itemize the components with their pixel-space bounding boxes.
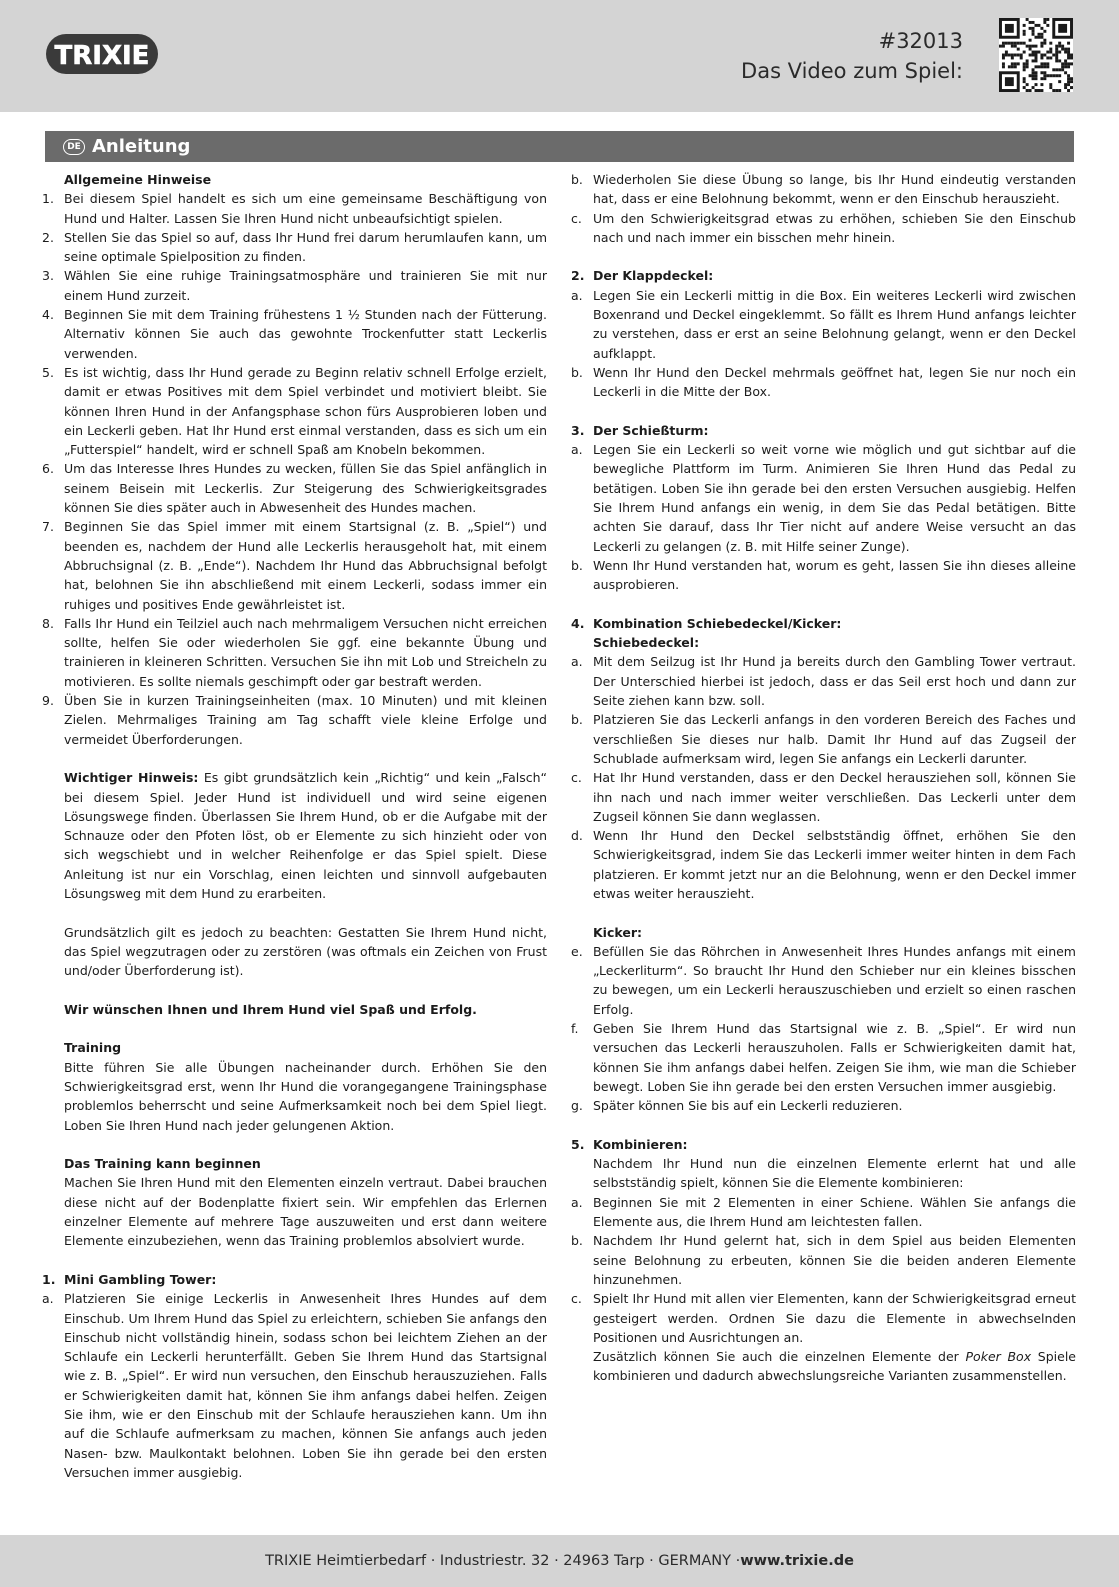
list-text: Es ist wichtig, dass Ihr Hund gerade zu Beginn relativ schnell Erfolge erzielt, damit er etwas Positives mit dem Spiel verbindet und motiviert bleibt. Sie können Ihren Hund in der Anfangsphase schon fürs Ausprobieren loben und ein Leckerli geben. Hat Ihr Hund erst einmal verstanden, dass es sich um ein „Futterspiel“ handelt, wird er schnell Spaß am Knobeln bekommen. [64, 364, 547, 458]
list-text: Wenn Ihr Hund den Deckel mehrmals geöffnet hat, legen Sie nur noch ein Leckerli in die Mitte der Box. [593, 364, 1076, 400]
list-item [571, 826, 1076, 903]
list-text: Nachdem Ihr Hund gelernt hat, sich in dem Spiel aus beiden Elementen seine Belohnung zu erbeuten, können Sie die beiden anderen Elemente hinzunehmen. [593, 1233, 1076, 1287]
list-item [571, 1231, 1076, 1289]
list-item [42, 614, 547, 691]
list-text: Legen Sie ein Leckerli so weit vorne wie möglich und gut sichtbar auf die bewegliche Plattform im Turm. Animieren Sie Ihren Hund das Pedal zu betätigen. Loben Sie ihn gerade bei den ersten Versuchen ausgiebig. Helfen Sie Ihrem Hund anfangs ein wenig, in dem Sie das Pedal betätigen. Bitte achten Sie darauf, dass Ihr Tier nicht auf andere Weise versucht an das Leckerli zu gelangen (z. B. mit Hilfe seiner Zunge). [593, 442, 1076, 554]
list-marker: b. [571, 1233, 583, 1249]
list-item [42, 517, 547, 613]
list-item [42, 363, 547, 459]
list-text: Geben Sie Ihrem Hund das Startsignal wie z. B. „Spiel“. Er wird nun versuchen das Leckerli herauszuholen. Falls er Schwierigkeiten damit hat, können Sie ihm anfangs dabei helfen. Zeigen Sie ihm, wie man die Schieber bewegt. Loben Sie ihn gerade bei den ersten Versuchen immer ausgiebig. [593, 1021, 1076, 1094]
list-item [571, 363, 1076, 402]
list-item [42, 228, 547, 267]
list-marker: c. [571, 1291, 582, 1307]
language-badge: DE [63, 139, 85, 155]
list-item [571, 286, 1076, 363]
list-marker: b. [571, 172, 583, 187]
list-text: Wiederholen Sie diese Übung so lange, bis Ihr Hund eindeutig verstanden hat, dass er eine Belohnung bekommt, wenn er den Einschub herauszieht. [593, 172, 1076, 207]
list-text: Wenn Ihr Hund verstanden hat, worum es geht, lassen Sie ihn dieses alleine ausprobieren. [593, 557, 1076, 593]
list-marker: b. [571, 364, 583, 380]
list-marker: f. [571, 1021, 579, 1037]
list-item [571, 209, 1076, 248]
list-text: Um den Schwierigkeitsgrad etwas zu erhöhen, schieben Sie den Einschub nach und nach immer ein bisschen mehr hinein. [593, 210, 1076, 245]
list-text: Beginnen Sie mit dem Training frühestens 1 ½ Stunden nach der Fütterung. Alternativ können Sie auch das gewohnte Trockenfutter statt Leckerlis verwenden. [64, 307, 547, 361]
turm-heading: 3. Der Schießturm: [571, 422, 709, 438]
list-item [571, 1193, 1076, 1232]
footer-address: TRIXIE Heimtierbedarf · Industriestr. 32 · 24963 Tarp · GERMANY · [265, 1553, 741, 1569]
list-item: a. Platzieren Sie einige Leckerlis in Anwesenheit Ihres Hundes auf dem Einschub. Um Ihrem Hund das Spiel zu erleichtern, schieben Sie anfangs den Einschub nicht vollständig hinein, sodass schon bei leichtem Ziehen an der Schlaufe ein Leckerli herunterfällt. Geben Sie Ihrem Hund das Startsignal wie z. B. „Spiel“. Er wird nun versuchen, den Einschub herauszuziehen. Falls er Schwierigkeiten damit hat, können Sie ihm anfangs dabei helfen. Zeigen Sie ihm, wie er den Einschub mit der Schlaufe herausziehen kann. Um ihn auf die Schlaufe aufmerksam zu machen, können Sie anfangs auch jeden Nasen- bzw. Maulkontakt belohnen. Loben Sie ihn gerade bei den ersten Versuchen immer ausgiebig. [42, 1291, 547, 1480]
list-text: Beginnen Sie das Spiel immer mit einem Startsignal (z. B. „Spiel“) und beenden es, nachdem der Hund alle Leckerlis herausgeholt hat, mit einem Abbruchsignal (z. B. „Ende“). Nachdem Ihr Hund das Abbruchsignal befolgt hat, belohnen Sie ihn abschließend mit einem Leckerli, sodass immer ein ruhiges und positives Ende gewährleistet ist. [64, 519, 547, 612]
list-marker: 7. [42, 519, 54, 535]
list-item [571, 768, 1076, 826]
list-marker: 5. [42, 364, 54, 380]
schiebe-title: Schiebedeckel: [593, 635, 700, 651]
list-text: Mit dem Seilzug ist Ihr Hund ja bereits durch den Gambling Tower vertraut. Der Unterschied hierbei ist jedoch, dass er das Seil erst hoch und dann zur Seite ziehen kann bzw. soll. [593, 654, 1076, 709]
right-column [571, 170, 1076, 1386]
important-label: Wichtiger Hinweis: [64, 770, 199, 786]
list-text: Wählen Sie eine ruhige Trainingsatmosphäre und trainieren Sie mit nur einem Hund zurzeit. [64, 268, 547, 303]
list-text: Legen Sie ein Leckerli mittig in die Box. Ein weiteres Leckerli wird zwischen Boxenrand und Deckel eingeklemmt. So fällt es Ihrem Hund anfangs leichter zu verstehen, dass er erst an seine Belohnung gelangt, wenn er den Deckel aufklappt. [593, 287, 1076, 361]
list-item [42, 266, 547, 305]
training-text: Bitte führen Sie alle Übungen nacheinander durch. Erhöhen Sie den Schwierigkeitsgrad erst, wenn Ihr Hund die vorangegangene Trainingsphase problemlos beherrscht und seine Aufmerksamkeit noch bei dem Spiel liegt. Loben Sie Ihren Hund nach jeder gelungenen Aktion. [64, 1059, 547, 1133]
list-text: Wenn Ihr Hund den Deckel selbstständig öffnet, erhöhen Sie den Schwierigkeitsgrad, indem Sie das Leckerli immer weiter hinten in dem Fach platzieren. Er kommt jetzt nur an die Belohnung, wenn er den Deckel immer etwas weiter herauszieht. [593, 828, 1076, 901]
important-text: Es gibt grundsätzlich kein „Richtig“ und kein „Falsch“ bei diesem Spiel. Jeder Hund ist individuell und wird seine eigenen Lösungswege finden. Überlassen Sie Ihrem Hund, ob er die Aufgabe mit der Schnauze oder den Pfoten löst, ob er Elemente zu sich hinzieht oder von sich wegschiebt und in welcher Reihenfolge er das Spiel spielt. Diese Anleitung ist nur ein Vorschlag, einen leichten und sinnvoll aufgebauten Lösungsweg mit dem Hund zu erarbeiten. [64, 770, 547, 901]
page-header [0, 0, 1119, 112]
qr-code-icon[interactable] [999, 18, 1073, 92]
turm-list [571, 440, 1076, 594]
principle-text: Grundsätzlich gilt es jedoch zu beachten: Gestatten Sie Ihrem Hund nicht, das Spiel wegzutragen oder zu zerstören (was oftmals ein Zeichen von Frust und/oder Überforderung ist). [64, 924, 547, 979]
list-marker: a. [571, 654, 583, 670]
list-marker: d. [571, 828, 583, 844]
kombi-heading: 4. Kombination Schiebedeckel/Kicker: [571, 615, 842, 631]
list-item [42, 305, 547, 363]
list-marker: 1. [42, 191, 54, 207]
page-footer [0, 1535, 1119, 1587]
schiebe-list [571, 652, 1076, 903]
list-text: Platzieren Sie das Leckerli anfangs in den vorderen Bereich des Faches und verschließen Sie dieses nur halb. Damit Ihr Hund auf das Zugseil der Schublade aufmerksam wird, legen Sie anfangs ein Leckerli darunter. [593, 712, 1076, 766]
list-text: Stellen Sie das Spiel so auf, dass Ihr Hund frei darum herumlaufen kann, um seine optimale Spielposition zu finden. [64, 229, 547, 265]
section-title: Anleitung [92, 136, 191, 157]
trixie-logo [42, 28, 162, 80]
list-item [571, 556, 1076, 595]
list-marker: g. [571, 1098, 583, 1114]
klapp-list [571, 286, 1076, 402]
list-text: Hat Ihr Hund verstanden, dass er den Deckel herausziehen soll, können Sie ihn nach und nach immer weiter verschließen. Das Leckerli unter dem Zugseil können Sie dann weglassen. [593, 770, 1076, 824]
list-item [42, 691, 547, 749]
list-marker: 4. [42, 307, 54, 323]
list-text: Beginnen Sie mit 2 Elementen in einer Schiene. Wählen Sie anfangs die Elemente aus, die Ihrem Hund am leichtesten fallen. [593, 1194, 1076, 1230]
komb-intro: Nachdem Ihr Hund nun die einzelnen Elemente erlernt hat und alle selbstständig spielt, können Sie die Elemente kombinieren: [593, 1156, 1076, 1191]
list-marker: b. [571, 712, 583, 728]
list-marker: 2. [42, 229, 54, 245]
list-marker: a. [571, 442, 583, 458]
komb-outro: Zusätzlich können Sie auch die einzelnen Elemente der Poker Box Spiele kombinieren und dadurch abwechslungsreiche Varianten zusammenstellen. [593, 1349, 1076, 1384]
list-text: Bei diesem Spiel handelt es sich um eine gemeinsame Beschäftigung von Hund und Halter. Lassen Sie Ihren Hund nicht unbeaufsichtigt spielen. [64, 191, 547, 226]
list-item [571, 170, 1076, 209]
begin-title: Das Training kann beginnen [64, 1156, 261, 1172]
list-marker: b. [571, 557, 583, 573]
list-item [571, 1096, 1076, 1115]
wish-text: Wir wünschen Ihnen und Ihrem Hund viel Spaß und Erfolg. [64, 1001, 477, 1017]
left-column [42, 170, 547, 1482]
list-item [42, 189, 547, 228]
kicker-list [571, 942, 1076, 1116]
list-marker: c. [571, 770, 582, 786]
begin-text: Machen Sie Ihren Hund mit den Elementen einzeln vertraut. Dabei brauchen diese nicht auf der Bodenplatte fixiert sein. Wir empfehlen das Erlernen einzelner Elemente auf mehrere Tage auszuweiten und erst dann weitere Elemente einzubeziehen, wenn das Training problemlos absolviert wurde. [64, 1175, 547, 1249]
list-marker: 6. [42, 461, 54, 477]
list-marker: e. [571, 943, 583, 959]
general-list [42, 189, 547, 749]
list-text: Falls Ihr Hund ein Teilziel auch nach mehrmaligem Versuchen nicht erreichen sollte, helfen Sie oder wiederholen Sie ggf. eine bekannte Übung und trainieren in kleineren Schritten. Versuchen Sie ihn mit Lob und Streicheln zu motivieren. Es sollte niemals geschimpft oder gar bestraft werden. [64, 615, 547, 689]
list-text: Befüllen Sie das Röhrchen in Anwesenheit Ihres Hundes anfangs mit einem „Leckerliturm“. So braucht Ihr Hund den Schieber nur ein kleines bisschen zu bewegen, um ein Leckerli herauszuschieben und erzielt so einen raschen Erfolg. [593, 943, 1076, 1017]
list-item [571, 652, 1076, 710]
kicker-title: Kicker: [593, 924, 642, 940]
list-item [571, 1289, 1076, 1347]
video-label: Das Video zum Spiel: [741, 59, 963, 83]
list-text: Später können Sie bis auf ein Leckerli reduzieren. [593, 1098, 903, 1114]
list-text: Um das Interesse Ihres Hundes zu wecken, füllen Sie das Spiel anfänglich in seinem Beisein mit Leckerlis. Zur Steigerung des Schwierigkeitsgrades können Sie dies später auch in Abwesenheit des Hundes machen. [64, 461, 547, 516]
section-bar [45, 131, 1074, 162]
list-marker: 3. [42, 268, 54, 284]
komb-heading: 5. Kombinieren: [571, 1136, 688, 1152]
important-note [42, 768, 547, 903]
list-item [571, 440, 1076, 556]
training-title: Training [64, 1040, 122, 1056]
general-title: Allgemeine Hinweise [64, 172, 212, 187]
list-marker: 8. [42, 615, 54, 631]
list-marker: a. [571, 287, 583, 303]
logo-text: TRIXIE [54, 41, 150, 71]
article-info [741, 26, 963, 86]
list-item [42, 459, 547, 517]
mgt-heading: 1. Mini Gambling Tower: [42, 1271, 217, 1287]
komb-list [571, 1193, 1076, 1347]
footer-url[interactable]: www.trixie.de [740, 1553, 854, 1569]
list-marker: c. [571, 210, 582, 226]
list-marker: a. [571, 1194, 583, 1210]
list-text: Üben Sie in kurzen Trainingseinheiten (max. 10 Minuten) und mit kleinen Zielen. Mehrmaliges Training am Tag schafft viele kleine Erfolge und vermeidet Überforderungen. [64, 693, 547, 747]
list-item [571, 942, 1076, 1019]
list-item [571, 710, 1076, 768]
article-number: #32013 [878, 29, 963, 53]
list-item [571, 1019, 1076, 1096]
klapp-heading: 2. Der Klappdeckel: [571, 268, 714, 284]
list-marker: 9. [42, 693, 54, 709]
list-text: Spielt Ihr Hund mit allen vier Elementen, kann der Schwierigkeitsgrad erneut gesteigert werden. Ordnen Sie dazu die Elemente in abwechselnden Positionen und Ausrichtungen an. [593, 1291, 1076, 1345]
mgt-rest-list [571, 170, 1076, 247]
